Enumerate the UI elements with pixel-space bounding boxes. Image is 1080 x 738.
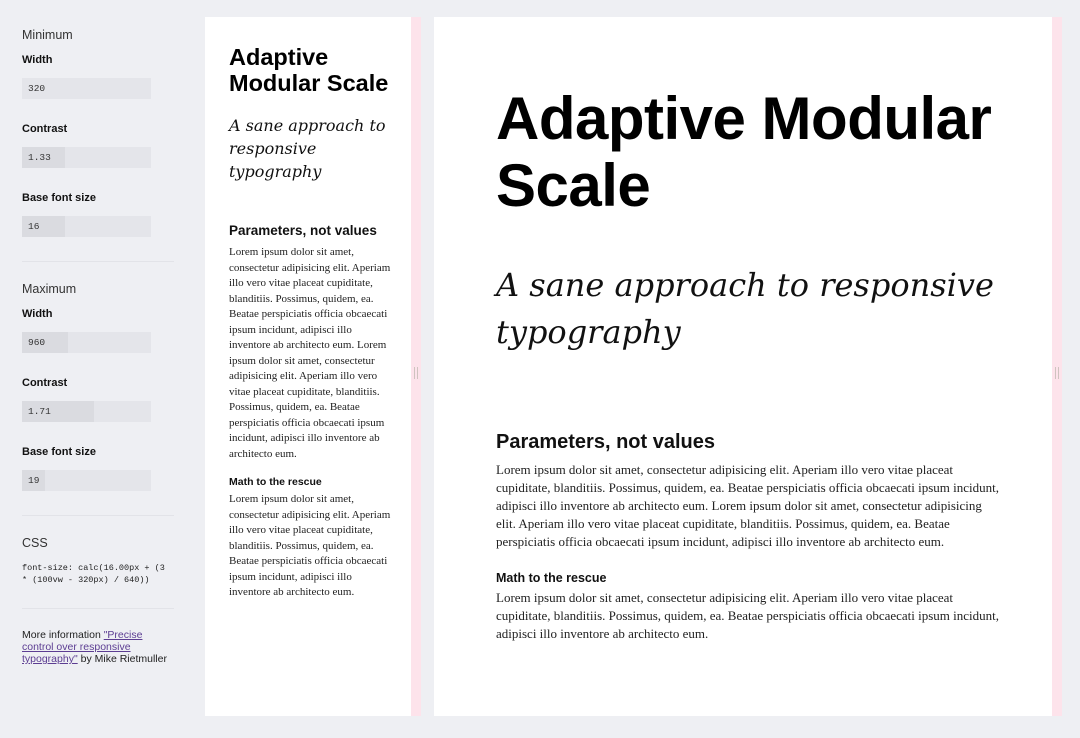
minimum-section (22, 28, 174, 237)
min-width-label: Width (22, 54, 53, 66)
more-info-text (22, 629, 174, 665)
preview-subsection-heading: Math to the rescue (229, 476, 322, 488)
min-contrast-value: 1.33 (28, 152, 51, 163)
section-divider (22, 261, 174, 262)
min-base-font-size-label: Base font size (22, 192, 96, 204)
css-section-title: CSS (22, 536, 48, 550)
max-base-font-size-value: 19 (28, 475, 40, 486)
min-width-value: 320 (28, 83, 46, 94)
maximum-section (22, 282, 174, 491)
maximum-section-title: Maximum (22, 282, 77, 296)
max-contrast-label: Contrast (22, 377, 68, 389)
drag-grip-icon (414, 367, 418, 379)
min-contrast-label: Contrast (22, 123, 68, 135)
css-output-code: font-size: calc(16.00px + (3 * (100vw - 320px) / 640)) (22, 563, 170, 585)
preview-subsection-body: Lorem ipsum dolor sit amet, consectetur adipisicing elit. Aperiam illo vero vitae placeat cupiditate, blanditiis. Possimus, quidem, ea. Beatae perspiciatis officia obcaecati ipsum incidunt, adipisci illo inventore ab architecto eum. (229, 493, 391, 598)
min-base-font-size-slider[interactable] (22, 216, 151, 237)
settings-sidebar (22, 28, 174, 665)
precise-control-article-link[interactable]: "Precise control over responsive typography" (22, 629, 143, 665)
min-contrast-slider[interactable] (22, 147, 151, 168)
minimum-section-title: Minimum (22, 28, 73, 42)
min-width-slider[interactable] (22, 78, 151, 99)
max-contrast-value: 1.71 (28, 406, 51, 417)
preview-section-body: Lorem ipsum dolor sit amet, consectetur adipisicing elit. Aperiam illo vero vitae placeat cupiditate, blanditiis. Possimus, quidem, ea. Beatae perspiciatis officia obcaecati ipsum incidunt, adipisci illo inventore ab architecto eum. Lorem ipsum dolor sit amet, consectetur adipisicing elit. Aperiam illo vero vitae placeat cupiditate, blanditiis. Possimus, quidem, ea. Beatae perspiciatis officia obcaecati ipsum incidunt, adipisci illo inventore ab architecto eum. (496, 462, 1000, 549)
resize-handle-maximum[interactable] (1052, 17, 1062, 716)
drag-grip-icon (1055, 367, 1059, 379)
preview-subtitle: A sane approach to responsive typography (229, 116, 386, 181)
more-info-prefix: More information (22, 629, 104, 641)
section-divider (22, 515, 174, 516)
max-base-font-size-label: Base font size (22, 446, 96, 458)
min-base-font-size-value: 16 (28, 221, 40, 232)
preview-subsection-heading: Math to the rescue (496, 571, 607, 585)
preview-section-heading: Parameters, not values (229, 223, 377, 238)
max-contrast-slider[interactable] (22, 401, 151, 422)
more-info-author: by Mike Rietmuller (77, 653, 167, 665)
preview-section-body: Lorem ipsum dolor sit amet, consectetur adipisicing elit. Aperiam illo vero vitae placeat cupiditate, blanditiis. Possimus, quidem, ea. Beatae perspiciatis officia obcaecati ipsum incidunt, adipisci illo inventore ab architecto eum. Lorem ipsum dolor sit amet, consectetur adipisicing elit. Aperiam illo vero vitae placeat cupiditate, blanditiis. Possimus, quidem, ea. Beatae perspiciatis officia obcaecati ipsum incidunt, adipisci illo inventore ab architecto eum. (229, 246, 391, 460)
preview-subtitle: A sane approach to responsive typography (496, 266, 994, 351)
preview-title: Adaptive Modular Scale (229, 44, 389, 96)
max-width-value: 960 (28, 337, 46, 348)
max-base-font-size-slider[interactable] (22, 470, 151, 491)
preview-panel-minimum (205, 17, 411, 716)
section-divider (22, 608, 174, 609)
preview-panel-maximum (434, 17, 1052, 716)
preview-subsection-body: Lorem ipsum dolor sit amet, consectetur adipisicing elit. Aperiam illo vero vitae placeat cupiditate, blanditiis. Possimus, quidem, ea. Beatae perspiciatis officia obcaecati ipsum incidunt, adipisci illo inventore ab architecto eum. (496, 590, 1000, 641)
max-width-slider[interactable] (22, 332, 151, 353)
resize-handle-minimum[interactable] (411, 17, 421, 716)
max-width-label: Width (22, 308, 53, 320)
preview-section-heading: Parameters, not values (496, 431, 715, 453)
preview-title: Adaptive Modular Scale (496, 85, 992, 219)
css-section (22, 536, 174, 586)
